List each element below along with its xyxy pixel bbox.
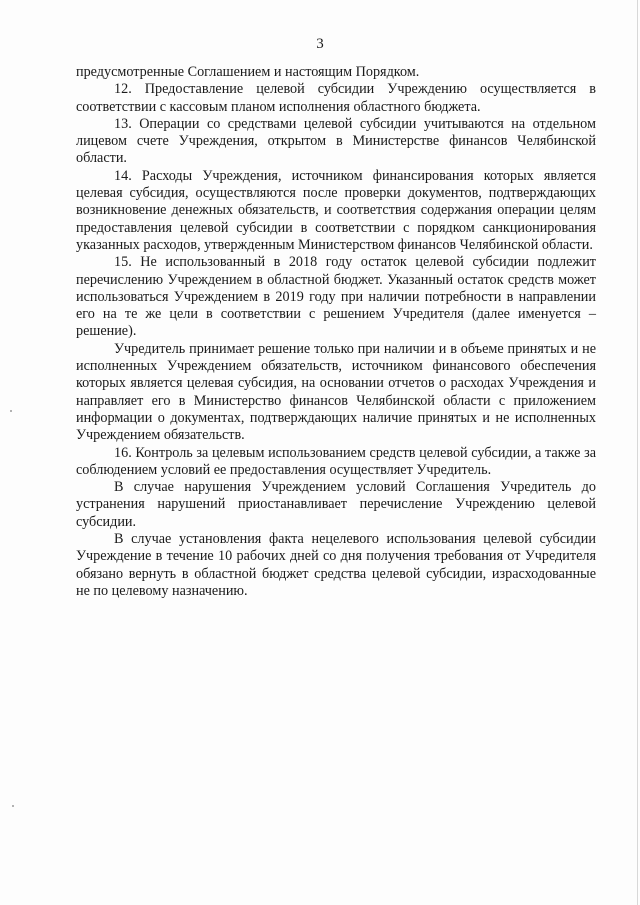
scan-speck (10, 410, 12, 412)
paragraph-14: 14. Расходы Учреждения, источником финансирования которых является целевая субсидия, осуществляются после проверки документов, подтверждающих возникновение денежных обязательств, и соответствия содержания операции целям предоставления целевой субсидии в соответствии с порядком санкционирования указанных расходов, утвержденным Министерством финансов Челябинской области. (76, 167, 596, 253)
paragraph-13: 13. Операции со средствами целевой субсидии учитываются на отдельном лицевом счете Учреждения, открытом в Министерстве финансов Челябинской области. (76, 115, 596, 167)
paragraph-15: 15. Не использованный в 2018 году остаток целевой субсидии подлежит перечислению Учреждением в областной бюджет. Указанный остаток средств может использоваться Учреждением в 2019 году при наличии потребности в направлении его на те же цели в соответствии с решением Учредителя (далее именуется – решение). (76, 254, 596, 340)
paragraph-16-misuse: В случае установления факта нецелевого использования целевой субсидии Учреждение в течение 10 рабочих дней со дня получения требования от Учредителя обязано вернуть в областной бюджет средства целевой субсидии, израсходованные не по целевому назначению. (76, 531, 596, 599)
document-body (76, 64, 596, 600)
paragraph-16: 16. Контроль за целевым использованием средств целевой субсидии, а также за соблюдением условий ее предоставления осуществляет Учредитель. (76, 444, 596, 478)
paragraph-continuation: предусмотренные Соглашением и настоящим Порядком. (76, 64, 420, 80)
paragraph-15-decision: Учредитель принимает решение только при наличии и в объеме принятых и не исполненных Учреждением обязательств, источником финансового обеспечения которых является целевая субсидия, на основании отчетов о расходах Учреждения и направляет его в Министерство финансов Челябинской области с приложением информации о документах, подтверждающих наличие принятых и не исполненных Учреждением обязательств. (76, 340, 596, 444)
scan-speck (12, 805, 14, 807)
page-number: 3 (316, 36, 324, 52)
scan-edge-line (637, 0, 638, 905)
paragraph-16-violation: В случае нарушения Учреждением условий Соглашения Учредитель до устранения нарушений приостанавливает перечисление Учреждению целевой субсидии. (76, 479, 596, 530)
paragraph-12: 12. Предоставление целевой субсидии Учреждению осуществляется в соответствии с кассовым планом исполнения областного бюджета. (76, 81, 596, 115)
